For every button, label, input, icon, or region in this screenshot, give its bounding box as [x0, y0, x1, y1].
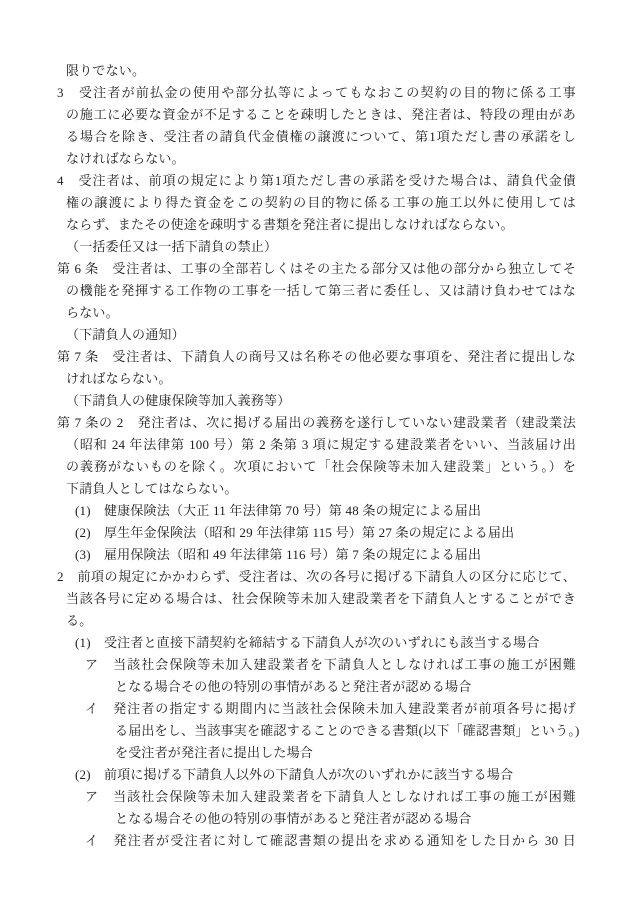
document-line: (2) 厚生年金保険法（昭和 29 年法律第 115 号）第 27 条の規定による届出: [75, 525, 515, 540]
document-line: (1) 健康保険法（大正 11 年法律第 70 号）第 48 条の規定による届出: [75, 503, 482, 518]
document-line: 第 7 条の 2 発注者は、次に掲げる届出の義務を遂行していない建設業者（建設業法: [57, 415, 576, 430]
document-line: 下請負人としてはならない。: [66, 481, 238, 496]
document-line: る場合を除き、受注者の請負代金債権の譲渡について、第1項ただし書の承諾をし: [66, 129, 576, 144]
document-line: （昭和 24 年法律第 100 号）第 2 条第 3 項に規定する建設業者をいい、当該届け出: [66, 437, 576, 452]
document-line: (2) 前項に掲げる下請負人以外の下請負人が次のいずれかに該当する場合: [75, 767, 514, 782]
document-line: （一括委任又は一括下請負の禁止）: [66, 239, 278, 254]
document-text-block: [57, 60, 580, 852]
document-line: 3 受注者が前払金の使用や部分払等によってもなおこの契約の目的物に係る工事: [57, 85, 576, 100]
document-line: （下請負人の健康保険等加入義務等）: [66, 393, 291, 408]
document-line: る届出をし、当該事実を確認することのできる書類(以下「確認書類」という。): [115, 723, 580, 738]
document-line: 4 受注者は、前項の規定により第1項ただし書の承諾を受けた場合は、請負代金債: [57, 173, 576, 188]
document-line: ならず、またその使途を疎明する書類を発注者に提出しなければならない。: [66, 217, 514, 232]
document-line: 第 7 条 受注者は、下請負人の商号又は名称その他必要な事項を、発注者に提出しな: [57, 349, 576, 364]
document-line: なければならない。: [66, 151, 185, 166]
document-line: (1) 受注者と直接下請契約を締結する下請負人が次のいずれにも該当する場合: [75, 635, 540, 650]
document-line: （下請負人の通知）: [66, 327, 185, 342]
document-line: の義務がないものを除く。次項において「社会保険等未加入建設業」という。）を: [66, 459, 576, 474]
document-line: ければならない。: [66, 371, 172, 386]
document-line: となる場合その他の特別の事情があると発注者が認める場合: [115, 679, 472, 694]
document-line: イ 発注者が受注者に対して確認書類の提出を求める通知をした日から 30 日: [85, 833, 576, 848]
document-line: ア 当該社会保険等未加入建設業者を下請負人としなければ工事の施工が困難: [85, 657, 576, 672]
document-line: の施工に必要な資金が不足することを疎明したときは、発注者は、特段の理由があ: [66, 107, 576, 122]
document-line: らない。: [66, 305, 119, 320]
document-line: (3) 雇用保険法（昭和 49 年法律第 116 号）第 7 条の規定による届出: [75, 547, 482, 562]
document-line: 権の譲渡により得た資金をこの契約の目的物に係る工事の施工以外に使用しては: [66, 195, 576, 210]
document-line: る。: [66, 613, 93, 628]
document-line: 第 6 条 受注者は、工事の全部若しくはその主たる部分又は他の部分から独立してそ: [57, 261, 576, 276]
document-line: 2 前項の規定にかかわらず、受注者は、次の各号に掲げる下請負人の区分に応じて、: [57, 569, 576, 584]
document-line: の機能を発揮する工作物の工事を一括して第三者に委任し、又は請け負わせてはな: [66, 283, 576, 298]
document-line: イ 発注者の指定する期間内に当該社会保険未加入建設業者が前項各号に掲げ: [85, 701, 576, 716]
document-line: 限りでない。: [66, 63, 146, 78]
document-line: となる場合その他の特別の事情があると発注者が認める場合: [115, 811, 472, 826]
document-line: ア 当該社会保険等未加入建設業者を下請負人としなければ工事の施工が困難: [85, 789, 576, 804]
document-line: 当該各号に定める場合は、社会保険等未加入建設業者を下請負人とすることができ: [66, 591, 576, 606]
document-line: を受注者が発注者に提出した場合: [115, 745, 314, 760]
